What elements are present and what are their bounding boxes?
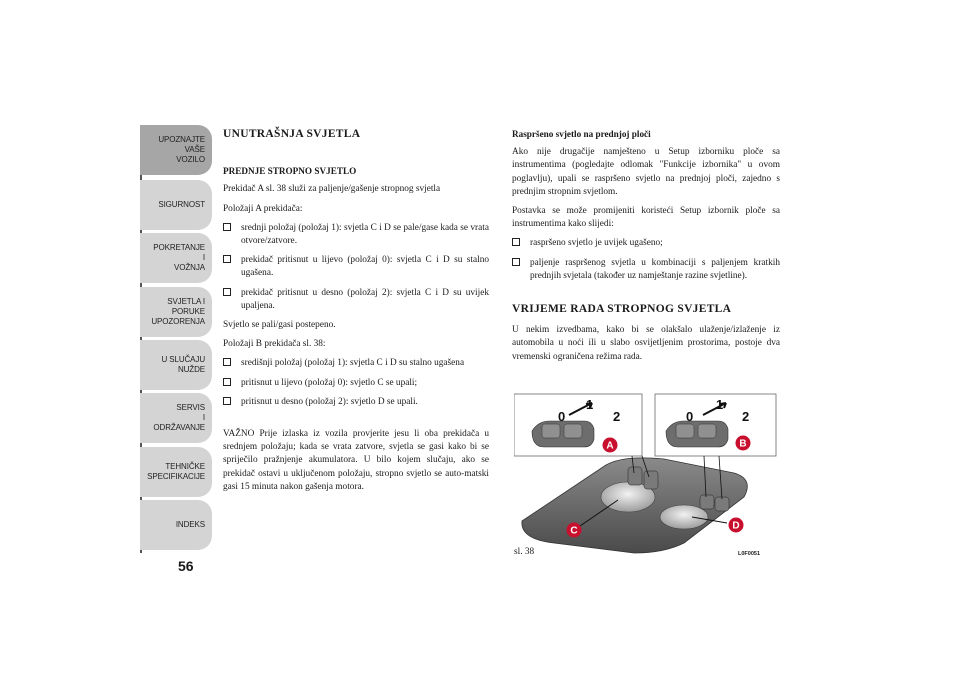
marker-d <box>729 518 744 533</box>
important-note: VAŽNO Prije izlaska iz vozila provjerite jesu li oba prekidača u srednjem položaju; kada se vrata zatvore, svjetla se gasi kako bi se spriječilo pražnjenje akumulatora. U bilo kojem slučaju, ako se prekidač ostavi u uključenom položaju, stropno svjetlo se auto-matski gasi 15 minuta nakon gašenja motora. <box>223 429 489 492</box>
tab-label-line: INDEKS <box>175 520 205 529</box>
tab-label-line: PORUKE <box>171 307 205 316</box>
list-item-text: središnji položaj (položaj 1): svjetla C i D su stalno ugašena <box>241 358 465 369</box>
subsection-title: PREDNJE STROPNO SVJETLO <box>223 166 357 177</box>
page-number: 56 <box>178 558 194 574</box>
marker-b-label: B <box>739 438 747 450</box>
switch-b-key-left <box>676 424 694 438</box>
bullet-list <box>223 357 489 409</box>
left-column <box>223 128 489 500</box>
marker-c <box>567 523 582 538</box>
list-item <box>223 222 489 248</box>
tab-servis-i-odrzavanje[interactable] <box>140 393 212 443</box>
tab-pokretanje-i-voznja[interactable] <box>140 233 212 283</box>
checkbox-bullet-icon <box>223 255 231 263</box>
checkbox-bullet-icon <box>512 258 520 266</box>
position-0-right: 0 <box>686 409 694 424</box>
list-item <box>223 377 489 390</box>
paragraph: Položaji B prekidača sl. 38: <box>223 339 326 350</box>
paragraph: Svjetlo se pali/gasi postepeno. <box>223 320 336 331</box>
paragraph: U nekim izvedbama, kako bi se olakšalo ulaženje/izlaženje iz automobila u noći ili u slabo osvijetljenim prostorima, postoje dva vremenski ograničena režima rada. <box>512 325 780 362</box>
tab-label-line: SERVIS <box>176 403 205 412</box>
tab-label-line: UPOZNAJTE <box>158 135 205 144</box>
checkbox-bullet-icon <box>223 223 231 231</box>
switch-b-closeup <box>666 421 728 447</box>
marker-d-label: D <box>732 520 740 532</box>
checkbox-bullet-icon <box>512 238 520 246</box>
bullet-list <box>512 237 780 283</box>
checkbox-bullet-icon <box>223 358 231 366</box>
switch-a-key-left-main <box>628 467 642 485</box>
tab-indeks[interactable] <box>140 500 212 550</box>
subsection-title: Raspršeno svjetlo na prednjoj ploči <box>512 129 651 139</box>
switch-b-key-left-main <box>700 495 714 509</box>
section-title: VRIJEME RADA STROPNOG SVJETLA <box>512 303 732 316</box>
switch-a-key-right-main <box>644 471 658 489</box>
ceiling-light-illustration <box>514 393 780 558</box>
switch-a-key-right <box>564 424 582 438</box>
position-1-right: 1 <box>716 397 724 412</box>
tab-label-line: VOŽNJA <box>174 263 205 272</box>
tab-svjetla-i-poruke-upozorenja[interactable] <box>140 287 212 337</box>
tab-label-line: VAŠE <box>184 145 205 154</box>
bullet-list <box>223 222 489 313</box>
figure-caption: sl. 38 <box>514 547 535 557</box>
list-item-text: srednji položaj (položaj 1): svjetla C i D se pale/gase kada se vrata otvore/zatvore. <box>241 222 489 247</box>
tab-label-line: I <box>202 413 205 422</box>
marker-b <box>736 436 751 451</box>
marker-a-label: A <box>606 440 614 452</box>
checkbox-bullet-icon <box>223 397 231 405</box>
tab-label-line: SIGURNOST <box>158 200 205 209</box>
tab-label-line: NUŽDE <box>177 365 205 374</box>
tab-label-line: POKRETANJE <box>153 243 205 252</box>
position-0-left: 0 <box>558 409 566 424</box>
switch-a-key-left <box>542 424 560 438</box>
figure-38 <box>514 393 780 558</box>
right-column <box>512 128 780 370</box>
paragraph: Ako nije drugačije namješteno u Setup izborniku ploče sa instrumentima (pogledajte odlomak "Funkcije izbornika" u ovom poglavlju), upali se raspršeno svjetlo na prednjoj ploči, zajedno s prednjim stropnim svjetlom. <box>512 147 780 197</box>
marker-c-label: C <box>570 525 578 537</box>
position-1-left: 1 <box>586 397 594 412</box>
figure-code: L0F0051 <box>738 551 761 557</box>
tab-label-line: SVJETLA I <box>167 297 205 306</box>
tab-label-line: I <box>202 253 205 262</box>
switch-b-key-right <box>698 424 716 438</box>
list-item <box>512 257 780 283</box>
list-item <box>223 287 489 313</box>
list-item <box>512 237 780 250</box>
tab-label-line: SPECIFIKACIJE <box>147 472 205 481</box>
tab-label-line: UPOZORENJA <box>151 317 205 326</box>
paragraph: Položaji A prekidača: <box>223 203 303 214</box>
list-item <box>223 357 489 370</box>
tab-tehnicke-specifikacije[interactable] <box>140 447 212 497</box>
list-item-text: raspršeno svjetlo je uvijek ugašeno; <box>530 238 663 249</box>
marker-a <box>603 438 618 453</box>
paragraph: Postavka se može promijeniti koristeći Setup izbornik ploče sa instrumentima kako slijedi: <box>512 206 780 230</box>
tab-u-slucaju-nuzde[interactable] <box>140 340 212 390</box>
tab-label-line: TEHNIČKE <box>165 462 205 471</box>
paragraph: Prekidač A sl. 38 služi za paljenje/gašenje stropnog svjetla <box>223 184 441 195</box>
list-item <box>223 254 489 280</box>
list-item-text: prekidač pritisnut u lijevo (položaj 0): svjetla C i D su stalno ugašena. <box>241 255 489 279</box>
list-item-text: pritisnut u lijevo (položaj 0): svjetlo C se upali; <box>241 377 418 388</box>
list-item-text: pritisnut u desno (položaj 2): svjetlo D se upali. <box>241 396 418 407</box>
checkbox-bullet-icon <box>223 378 231 386</box>
checkbox-bullet-icon <box>223 288 231 296</box>
section-title: UNUTRAŠNJA SVJETLA <box>223 128 361 140</box>
tab-label-line: ODRŽAVANJE <box>153 423 205 432</box>
list-item-text: paljenje raspršenog svjetla u kombinaciji s paljenjem kratkih prednjih svjetala (također uz namještanje razine svjetline). <box>530 257 780 281</box>
switch-b-key-right-main <box>715 497 729 511</box>
position-2-left: 2 <box>613 409 621 424</box>
list-item <box>223 396 489 409</box>
position-2-right: 2 <box>742 409 750 424</box>
tab-label-line: U SLUČAJU <box>161 355 205 364</box>
tab-sigurnost[interactable] <box>140 180 212 230</box>
switch-a-closeup <box>532 421 594 447</box>
tab-upoznajte-vase-vozilo[interactable] <box>140 125 212 175</box>
list-item-text: prekidač pritisnut u desno (položaj 2): svjetla C i D su uvijek upaljena. <box>241 287 489 311</box>
tab-label-line: VOZILO <box>176 155 205 164</box>
